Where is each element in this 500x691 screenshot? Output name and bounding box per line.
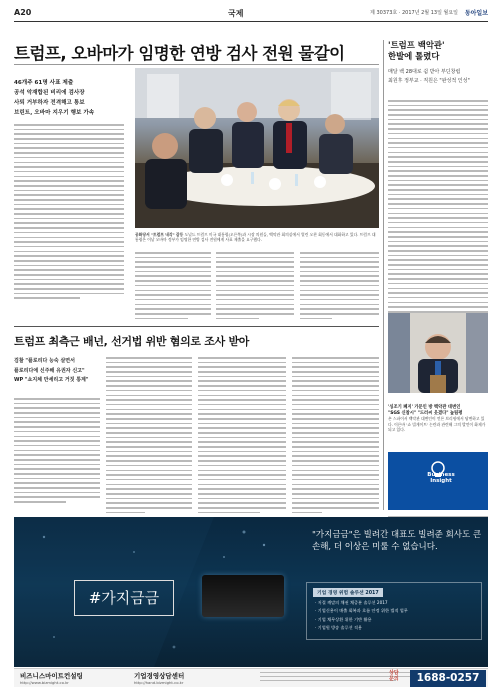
newspaper-name: 동아일보 [464, 10, 488, 17]
footer-phone-number[interactable]: 1688-0257 [410, 670, 486, 687]
divider [14, 64, 379, 65]
ad-list-item: · 기업 채무상환 위한 기반 활용 [315, 616, 372, 622]
ad-solution-list [315, 599, 408, 633]
article1-subheads [14, 78, 124, 118]
second-headline: 트럼프 최측근 배넌, 선거법 위반 혐의로 조사 받아 [14, 335, 250, 348]
footer-brand-1: 비즈니스마이트컨설팅 [20, 672, 83, 680]
ad-hashtag: #가지금금 [74, 580, 174, 616]
ad-list-item: · 기업신용이 매출 회복과 흐름 안정 위한 법적 업무 [315, 608, 408, 614]
article1-body-col1 [14, 124, 124, 302]
article1-body-col4 [300, 252, 379, 322]
subhead: 플로리다에 신주해 유권자 신고" [14, 367, 85, 374]
section-label: 국제 [228, 9, 244, 18]
subhead: 사퇴 거부하자 전격해고 통보 [14, 100, 85, 106]
article2-body-col1 [14, 398, 100, 506]
article2-body-col4 [292, 357, 379, 516]
subhead: 공석 악재합된 비리에 검사장 [14, 90, 85, 96]
inset-caption [388, 404, 488, 432]
article1-body-col2 [135, 252, 211, 322]
subhead: 브린트, 오바마 지우기 행보 가속 [14, 110, 95, 116]
article1-body-col3 [216, 252, 294, 322]
footer-info-text [260, 672, 430, 683]
sidebar-headline-line2: 한발에 톨렸다 [388, 51, 440, 61]
biz-logo-line2: Insight [430, 478, 452, 484]
inset-caption-title: '싱조기 폐지' 가문인 방 백악관 대변인 [388, 405, 461, 410]
meeting-photo-illustration [135, 68, 379, 228]
subhead: 검찰 "플로리다 능숙 살면서 [14, 358, 75, 364]
news-photo [135, 68, 379, 228]
footer-url-2[interactable]: http://hand.bizmight.co.kr [134, 680, 184, 685]
inset-photo [388, 313, 488, 393]
inset-caption-title-2: "SGS 신참시" "드러씨 웃겼다" 높팀평 [388, 411, 463, 417]
phone-device-icon [202, 575, 284, 617]
ad-footer [14, 668, 488, 687]
ad-list-item: · 저절 깨말의 채권 채증분 솔루션 2017 [315, 600, 388, 605]
inset-caption-text: 숀 스파이서 백악관 대변인이 언론 브리핑에서 답변하고 있다. 이른바 '쇼 빌게이트' 논란과 관련해 그의 발언이 화제가 되고 있다. [388, 416, 486, 432]
caption-text: 도널드 트럼프 미국 대통령(오른쪽)과 시장 의원들, 백악관 회의실에서 열린 오찬 회동에서 대화하고 있다. 트럼프 대통령은 이날 오바마 정부가 임명한 연방 검사 전원에게 사표 제출을 요구했다. [135, 232, 376, 242]
sidebar-subhead-line1: 매달 백 28대로 쉼 받아 부딘창립 [388, 69, 461, 75]
business-insight-banner [388, 452, 488, 510]
ad-message: "가지금금"은 빌려간 대표도 빌려준 회사도 큰 손해, 더 이상은 미룰 수 없습니다. [312, 530, 482, 552]
column-divider [383, 40, 384, 510]
business-insight-logo [426, 472, 456, 484]
page-number: A20 [14, 8, 32, 17]
main-headline: 트럼프, 오바마가 임명한 연방 검사 전원 물갈이 [14, 44, 345, 63]
sidebar-subhead [388, 68, 488, 86]
subhead: 46개주 61명 사표 제출 [14, 80, 74, 86]
biz-logo-line1: Business [427, 472, 455, 478]
footer-brand-2: 기업경영상담센터 [134, 672, 185, 680]
caption-lead: 공화당서 "트럼프 내각" 갈등 [135, 232, 184, 237]
sidebar-headline-line1: '트럼프 백악관' [388, 40, 445, 50]
advertisement [14, 517, 488, 667]
footer-url-1[interactable]: http://www.bizmight.co.kr [20, 680, 69, 685]
ad-solution-box [306, 582, 482, 640]
dateline: 제 30373호 · 2017년 2월 13일 월요일 [370, 10, 458, 16]
ad-box-title: 기업 경영 위험 솔루션 2017 [313, 588, 383, 597]
ad-list-item: · 기업원 방송 솔루션 적용 [315, 625, 363, 631]
article2-body-col2 [106, 357, 192, 516]
page-header [14, 8, 488, 22]
sidebar-subhead-line2: 최원후 정부교 · 직원은 "완성적 인성" [388, 78, 470, 84]
article-divider [14, 326, 379, 327]
spokesperson-photo-illustration [388, 313, 488, 393]
sidebar-article [388, 40, 488, 86]
article2-body-col3 [198, 357, 286, 516]
footer-consult-label: 상담 문의 [389, 670, 399, 682]
subhead: WP "쇼지체 만세리고 거짓 통계" [14, 377, 89, 383]
photo-caption [135, 232, 379, 242]
article2-subheads [14, 357, 99, 386]
